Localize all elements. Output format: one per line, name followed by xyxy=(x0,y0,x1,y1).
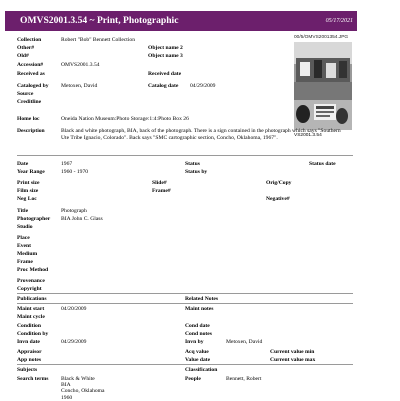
creditline-label: Creditline xyxy=(17,99,42,105)
photo-image xyxy=(294,42,352,130)
current-value-min-label: Current value min xyxy=(270,349,315,355)
old-label: Old# xyxy=(17,53,29,59)
subjects-label: Subjects xyxy=(17,367,38,373)
other-label: Other# xyxy=(17,45,35,51)
orig-copy-label: Orig/Copy xyxy=(266,180,292,186)
maint-cycle-label: Maint cycle xyxy=(17,314,45,320)
people-value: Bennett, Robert xyxy=(226,376,262,382)
cond-date-label: Cond date xyxy=(185,323,210,329)
received-as-label: Received as xyxy=(17,71,45,77)
classification-label: Classification xyxy=(185,367,218,373)
home-loc-value: Oneida Nation Museum:Photo Storage:1:4:Photo Box 26 xyxy=(61,116,189,122)
object-name-3-label: Object name 3 xyxy=(148,53,183,59)
print-size-label: Print size xyxy=(17,180,40,186)
divider-4 xyxy=(17,364,353,365)
title-value: Photograph xyxy=(61,208,87,214)
status-label: Status xyxy=(185,161,200,167)
negative-label: Negative# xyxy=(266,196,290,202)
studio-label: Studio xyxy=(17,224,33,230)
provenance-label: Provenance xyxy=(17,278,45,284)
year-range-label: Year Range xyxy=(17,169,45,175)
divider-1 xyxy=(17,155,353,156)
cond-notes-label: Cond notes xyxy=(185,331,212,337)
date-label: Date xyxy=(17,161,29,167)
frame-number-label: Frame# xyxy=(152,188,171,194)
invn-date-label: Invn date xyxy=(17,339,40,345)
collection-value: Robert "Bob" Bennett Collection xyxy=(61,37,136,43)
maint-notes-label: Maint notes xyxy=(185,306,214,312)
record-header xyxy=(5,11,357,31)
invn-date-value: 04/29/2009 xyxy=(61,339,87,345)
search-term: Black & White xyxy=(61,376,95,382)
source-label: Source xyxy=(17,91,34,97)
home-loc-label: Home loc xyxy=(17,116,40,122)
catalog-date-value: 04/29/2009 xyxy=(190,83,216,89)
accession-value: OMVS2001.3.54 xyxy=(61,62,100,68)
value-date-label: Value date xyxy=(185,357,211,363)
invn-by-label: Invn by xyxy=(185,339,204,345)
medium-label: Medium xyxy=(17,251,38,257)
people-label: People xyxy=(185,376,201,382)
cataloged-by-label: Cataloged by xyxy=(17,83,49,89)
current-value-max-label: Current value max xyxy=(270,357,316,363)
event-label: Event xyxy=(17,243,31,249)
copyright-label: Copyright xyxy=(17,286,42,292)
photographer-label: Photographer xyxy=(17,216,51,222)
condition-label: Condition xyxy=(17,323,41,329)
search-terms-list xyxy=(61,376,105,401)
frame-label: Frame xyxy=(17,259,33,265)
date-value: 1967 xyxy=(61,161,73,167)
record-title: OMVS2001.3.54 ~ Print, Photographic xyxy=(20,15,179,26)
maint-start-value: 04/20/2009 xyxy=(61,306,87,312)
status-date-label: Status date xyxy=(309,161,336,167)
accession-label: Accession# xyxy=(17,62,44,68)
photographer-value: BIA John C. Glass xyxy=(61,216,103,222)
status-by-label: Status by xyxy=(185,169,208,175)
cataloged-by-value: Metoxen, David xyxy=(61,83,98,89)
search-term: BIA xyxy=(61,382,71,389)
app-notes-label: App notes xyxy=(17,357,42,363)
collection-label: Collection xyxy=(17,37,42,43)
acq-value-label: Acq value xyxy=(185,349,209,355)
year-range-value: 1960 - 1970 xyxy=(61,169,89,175)
related-notes-label: Related Notes xyxy=(185,296,219,302)
search-term: 1960 xyxy=(61,394,73,401)
divider-2 xyxy=(17,293,353,294)
place-label: Place xyxy=(17,235,30,241)
divider-3 xyxy=(17,303,353,304)
print-date: 05/17/2021 xyxy=(325,18,353,24)
catalog-date-label: Catalog date xyxy=(148,83,179,89)
description-label: Description xyxy=(17,128,45,134)
appraisor-label: Appraisor xyxy=(17,349,42,355)
photo-caption: VS2001.3.54 xyxy=(294,133,322,138)
search-term: Concho, Oklahoma xyxy=(61,388,105,395)
maint-start-label: Maint start xyxy=(17,306,45,312)
proc-method-label: Proc Method xyxy=(17,267,49,273)
photo-thumbnail xyxy=(294,42,352,130)
condition-by-label: Condition by xyxy=(17,331,49,337)
slide-label: Slide# xyxy=(152,180,167,186)
search-terms-label: Search terms xyxy=(17,376,49,382)
neg-loc-label: Neg Loc xyxy=(17,196,37,202)
publications-label: Publications xyxy=(17,296,47,302)
title-label: Title xyxy=(17,208,29,214)
received-date-label: Received date xyxy=(148,71,182,77)
film-size-label: Film size xyxy=(17,188,39,194)
invn-by-value: Metoxen, David xyxy=(226,339,263,345)
description-value: Black and white photograph, BIA, back of the photograph. There is a sign contained in the photograph which says "Southern Ute Tribe Ignacio, Colorado". Back says "SMC cartographic section, Concho, Oklahoma, 1967". xyxy=(61,128,341,141)
object-name-2-label: Object name 2 xyxy=(148,45,183,51)
photo-filename: 00/5/OMVS2001354.JPG xyxy=(294,35,349,40)
